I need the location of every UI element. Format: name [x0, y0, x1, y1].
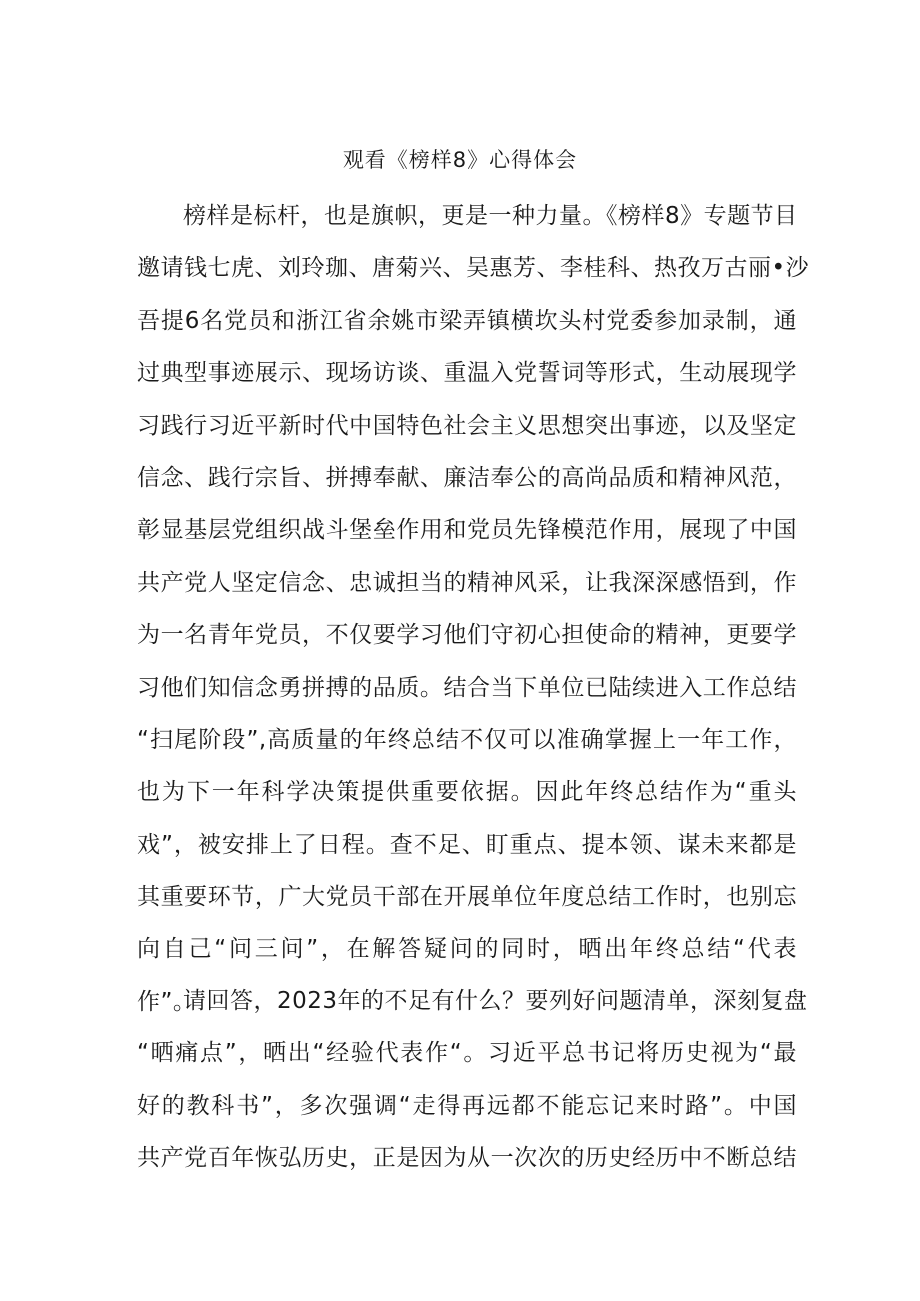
text-line: 为一名青年党员，不仅要学习他们守初心担使命的精神，更要学 — [137, 622, 797, 649]
text-line: 习践行习近平新时代中国特色社会主义思想突出事迹，以及坚定 — [137, 412, 797, 439]
text-line: 作”。 — [137, 988, 197, 1015]
text-line: 也为下一年科学决策提供重要依据。因此年终总结作为“重头 — [137, 779, 797, 806]
document-title: 观看《榜样8》心得体会 — [342, 148, 578, 172]
text-line: 邀请钱七虎、刘玲珈、唐菊兴、吴惠芳、李桂科、热孜万古丽•沙 — [137, 255, 810, 282]
text-line: 过典型事迹展示、现场访谈、重温入党誓词等形式，生动展现学 — [137, 360, 797, 387]
text-line: 吾提6名党员和浙江省余姚市梁弄镇横坎头村党委参加录制，通 — [137, 307, 797, 334]
text-line: “晒痛点”，晒出“经验代表作“。习近平总书记将历史视为“最 — [137, 1040, 797, 1067]
text-line: 榜样是标杆，也是旗帜，更是一种力量。《榜样8》专题节目 — [183, 203, 798, 229]
text-line: 习他们知信念勇拼搏的品质。结合当下单位已陆续进入工作总结 — [137, 674, 797, 701]
text-line: 共产党百年恢弘历史，正是因为从一次次的历史经历中不断总结 — [137, 1145, 797, 1172]
text-line: 好的教科书”，多次强调“走得再远都不能忘记来时路”。中国 — [137, 1092, 797, 1119]
text-line: 彰显基层党组织战斗堡垒作用和党员先锋模范作用，展现了中国 — [137, 517, 797, 544]
text-line: 其重要环节，广大党员干部在开展单位年度总结工作时，也别忘 — [137, 884, 797, 911]
text-line: “扫尾阶段”,高质量的年终总结不仅可以准确掌握上一年工作， — [137, 726, 797, 753]
text-line: 向自己“问三问”，在解答疑问的同时，晒出年终总结“代表 — [137, 936, 797, 963]
text-line: 请回答，2023年的不足有什么？要列好问题清单，深刻复盘 — [183, 988, 808, 1014]
text-line: 戏”，被安排上了日程。查不足、盯重点、提本领、谋未来都是 — [137, 831, 797, 858]
text-line: 信念、践行宗旨、拼搏奉献、廉洁奉公的高尚品质和精神风范， — [137, 464, 797, 491]
paragraph-1 — [137, 198, 810, 1036]
text-line: 共产党人坚定信念、忠诚担当的精神风采，让我深深感悟到，作 — [137, 569, 797, 596]
paragraph-2 — [137, 983, 808, 1193]
